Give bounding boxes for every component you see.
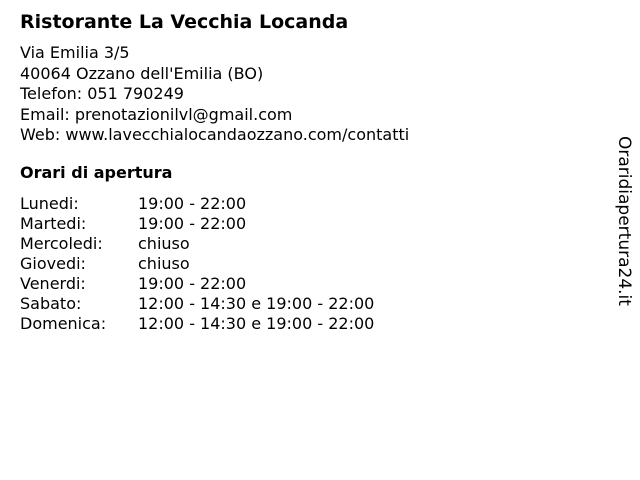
day-label: Mercoledi: — [20, 234, 103, 253]
day-label: Domenica: — [20, 314, 107, 333]
day-label: Venerdi: — [20, 274, 86, 293]
email: Email: prenotazionilvl@gmail.com — [20, 104, 293, 124]
time-value: chiuso — [138, 234, 190, 253]
address-city: 40064 Ozzano dell'Emilia (BO) — [20, 63, 264, 83]
contact-block — [20, 43, 409, 146]
time-value: 19:00 - 22:00 — [138, 214, 247, 233]
time-value: 19:00 - 22:00 — [138, 194, 247, 213]
time-value: 19:00 - 22:00 — [138, 274, 247, 293]
phone: Telefon: 051 790249 — [20, 84, 184, 103]
site-watermark-label: Oraridiapertura24.it — [614, 136, 634, 306]
day-label: Lunedi: — [20, 194, 79, 213]
time-value: chiuso — [138, 254, 190, 273]
website: Web: www.lavecchialocandaozzano.com/contatti — [20, 125, 410, 144]
day-label: Sabato: — [20, 294, 82, 313]
address-street: Via Emilia 3/5 — [20, 43, 130, 62]
day-label: Giovedi: — [20, 254, 86, 273]
time-value: 12:00 - 14:30 e 19:00 - 22:00 — [138, 294, 375, 313]
hours-heading: Orari di apertura — [20, 163, 173, 182]
day-label: Martedi: — [20, 214, 87, 233]
time-value: 12:00 - 14:30 e 19:00 - 22:00 — [138, 314, 375, 333]
side-label-container — [612, 136, 636, 306]
restaurant-name: Ristorante La Vecchia Locanda — [20, 11, 349, 33]
